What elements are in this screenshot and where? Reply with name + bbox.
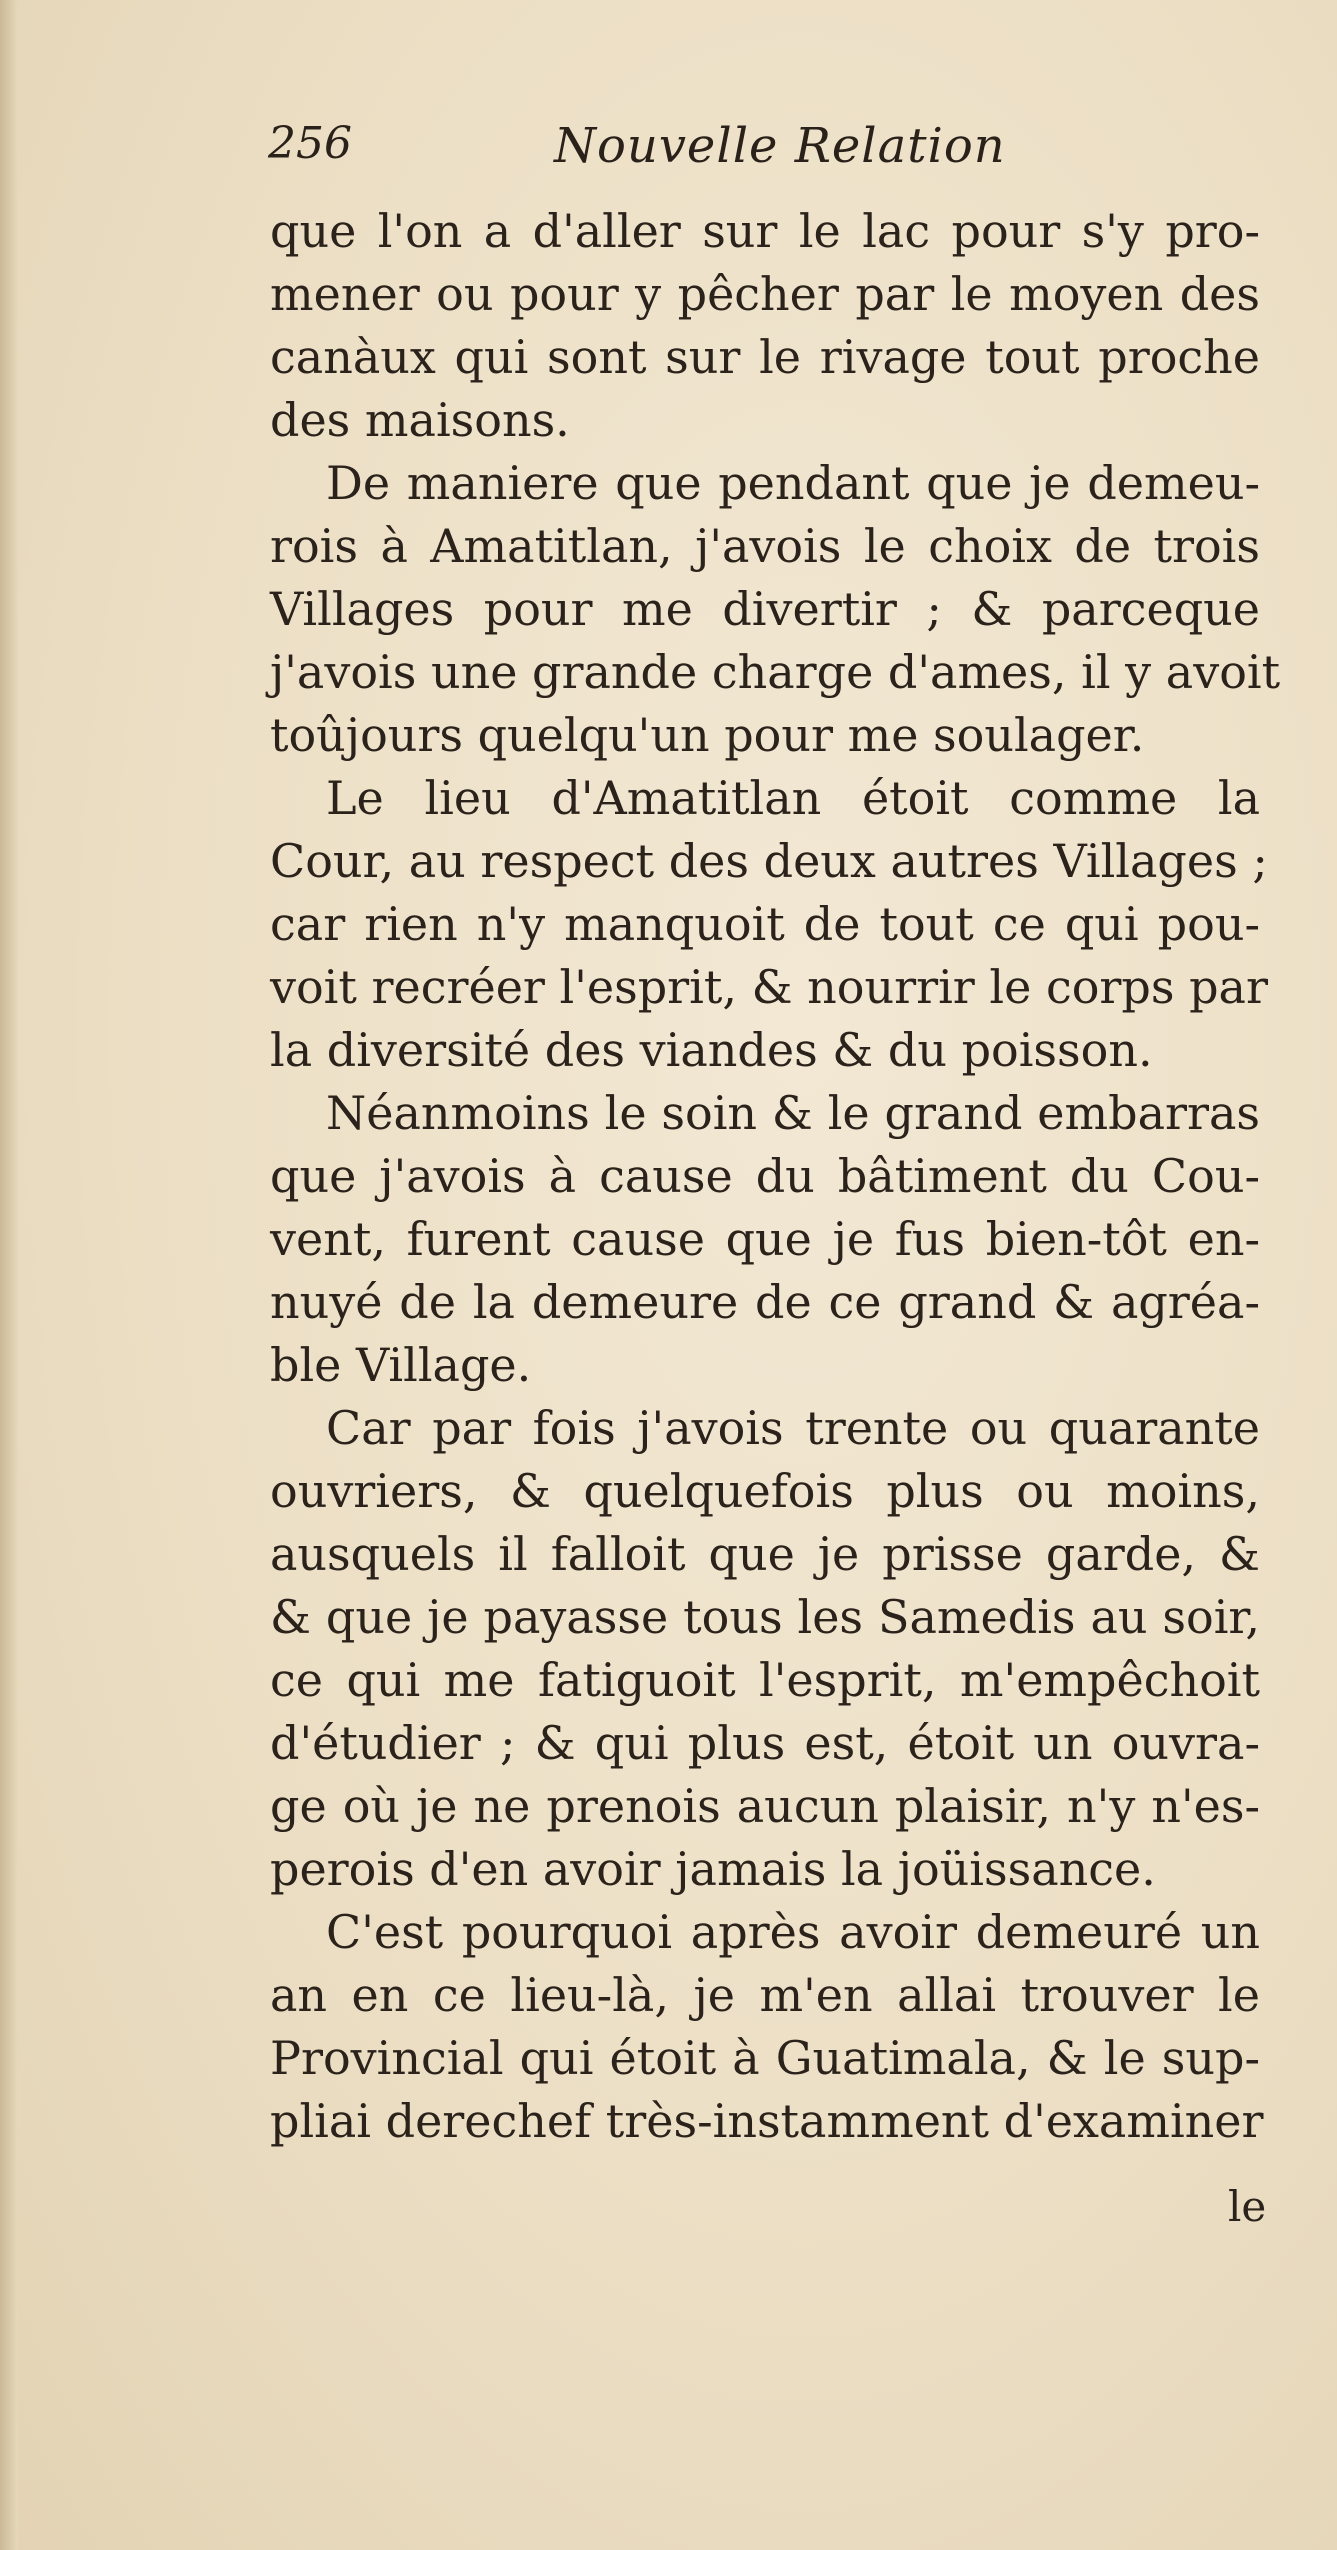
text-line: ge où je ne prenois aucun plaisir, n'y n'es-: [270, 1779, 1260, 1833]
text-line: d'étudier ; & qui plus est, étoit un ouvra-: [270, 1716, 1260, 1770]
text-line: an en ce lieu-là, je m'en allai trouver le: [270, 1968, 1260, 2022]
catchword: le: [1228, 2182, 1267, 2231]
text-line: mener ou pour y pêcher par le moyen des: [270, 267, 1260, 321]
page-header: [268, 118, 1028, 198]
text-line: la diversité des viandes & du poisson.: [270, 1023, 1153, 1077]
page-number: 256: [268, 118, 352, 169]
text-line: car rien n'y manquoit de tout ce qui pou-: [270, 897, 1260, 951]
text-line: & que je payasse tous les Samedis au soir,: [270, 1590, 1260, 1644]
text-line: De maniere que pendant que je demeu-: [326, 456, 1260, 510]
text-line: canàux qui sont sur le rivage tout proche: [270, 330, 1260, 384]
text-line: toûjours quelqu'un pour me soulager.: [270, 708, 1145, 762]
body-text: [270, 200, 1281, 2153]
text-line: voit recréer l'esprit, & nourrir le corps par: [270, 960, 1268, 1014]
text-line: j'avois une grande charge d'ames, il y avoit: [270, 645, 1281, 699]
running-head: Nouvelle Relation: [554, 118, 1006, 174]
text-line: ble Village.: [270, 1338, 532, 1392]
text-line: C'est pourquoi après avoir demeuré un: [326, 1905, 1260, 1959]
text-line: que l'on a d'aller sur le lac pour s'y pro-: [270, 204, 1260, 258]
page-gutter-shadow: [0, 0, 18, 2550]
text-line: vent, furent cause que je fus bien-tôt en-: [270, 1212, 1260, 1266]
text-line: Provincial qui étoit à Guatimala, & le sup-: [270, 2031, 1260, 2085]
text-line: nuyé de la demeure de ce grand & agréa-: [270, 1275, 1260, 1329]
text-line: perois d'en avoir jamais la joüissance.: [270, 1842, 1156, 1896]
text-line: rois à Amatitlan, j'avois le choix de trois: [270, 519, 1260, 573]
text-line: que j'avois à cause du bâtiment du Cou-: [270, 1149, 1260, 1203]
text-line: ouvriers, & quelquefois plus ou moins,: [270, 1464, 1260, 1518]
text-line: ausquels il falloit que je prisse garde, &: [270, 1527, 1260, 1581]
text-line: Cour, au respect des deux autres Villages ;: [270, 834, 1268, 888]
text-line: pliai derechef très-instamment d'examiner: [270, 2094, 1264, 2148]
text-line: Villages pour me divertir ; & parceque: [270, 582, 1260, 636]
text-line: Néanmoins le soin & le grand embarras: [326, 1086, 1260, 1140]
text-line: Le lieu d'Amatitlan étoit comme la: [326, 771, 1260, 825]
text-line: des maisons.: [270, 393, 570, 447]
text-line: Car par fois j'avois trente ou quarante: [326, 1401, 1260, 1455]
text-line: ce qui me fatiguoit l'esprit, m'empêchoit: [270, 1653, 1260, 1707]
